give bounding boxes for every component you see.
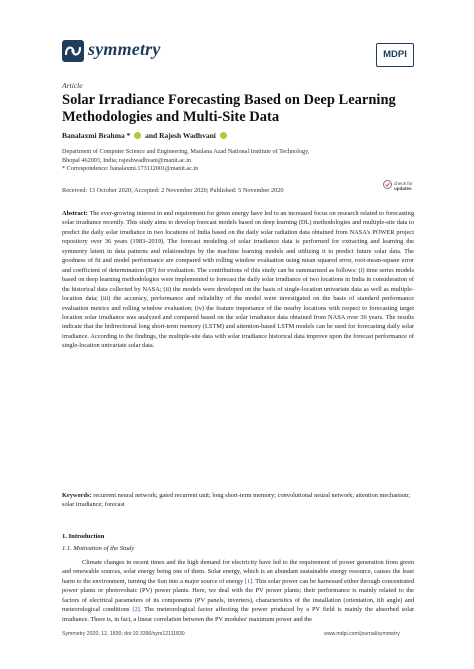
keywords-text: recurrent neural network; gated recurrent unit; long short-term memory; convolutional neural network; attention mechanism; solar irradiance; forecast bbox=[62, 492, 411, 509]
footer-journal-url[interactable]: www.mdpi.com/journal/symmetry bbox=[324, 631, 400, 637]
abstract-text: The ever-growing interest in and requirement for green energy have led to an increased focus on research related to forecasting solar irradiance recently. This study aims to develop forecast models based on deep learning (DL) methodologies and multiple-site data to predict the daily solar irradiance in two locations of India based on the daily solar radiation data obtained from NASA's POWER project repository over 36 years (1983–2019). The forecast modeling of solar irradiance data is performed for extracting and learning the symmetry latent in data patterns and relationships by the machine learning models and utilizing it to predict future solar data. The goodness of fit and model performance are compared with rolling window evaluation using mean squared error, root-mean-square error and coefficient of determination (R²) for evaluation. The contributions of this study can be summarized as follows: (i) time series models based on deep learning methodologies were implemented to forecast the daily solar irradiance of two locations in India in consideration of the historical data collected by NASA; (ii) the models were developed on the basis of single-location univariate data as well as multiple-location data; (iii) the accuracy, performance and reliability of the model were investigated on the basis of standard performance evaluation metrics and rolling window evaluation; (iv) the feature importance of the nearby locations with respect to forecasting target location solar irradiance was analyzed and compared based on the solar irradiance data obtained from NASA over 36 years. The results indicate that the bidirectional long short-term memory (LSTM) and attention-based LSTM models can be used for forecasting daily solar irradiance. According to the findings, the multiple-site data with solar irradiance historical data improve upon the forecast performance of single-location univariate solar data. bbox=[62, 210, 414, 350]
author-1[interactable]: Banalaxmi Brahma * bbox=[62, 131, 131, 140]
citation-link[interactable]: [1] bbox=[244, 577, 253, 585]
author-2[interactable]: Rajesh Wadhvani bbox=[159, 131, 216, 140]
symmetry-logo-icon bbox=[62, 40, 84, 62]
intro-text: . This solar power can be harnessed either through concentrated power plants or photovoltaic (PV) power plants. Here, we deal with the PV power plants; their performance is mainly related to the factors of electrical parameters of its components (PV panels, inverters), characteristics of the installation (orientation, tilt angle) and meteorological conditions bbox=[62, 577, 414, 614]
affiliation-line: Department of Computer Science and Engineering, Maulana Azad National Institute of Technology, bbox=[62, 148, 310, 155]
affiliation-line: Bhopal 462003, India; rajeshwadhvani@manit.ac.in bbox=[62, 156, 192, 164]
abstract-label: Abstract: bbox=[62, 210, 88, 217]
citation-link[interactable]: [2] bbox=[132, 606, 140, 614]
check-updates-text: check for updates bbox=[394, 181, 413, 191]
journal-name: symmetry bbox=[88, 39, 161, 59]
orcid-icon[interactable] bbox=[134, 132, 141, 139]
publisher-logo: MDPI bbox=[376, 43, 414, 67]
intro-paragraph bbox=[62, 558, 414, 624]
affiliations bbox=[62, 148, 412, 174]
author-conjunction: and bbox=[145, 131, 158, 140]
keywords-label: Keywords: bbox=[62, 492, 92, 499]
check-for-updates-badge[interactable] bbox=[383, 180, 415, 200]
publication-dates: Received: 13 October 2020; Accepted: 2 November 2020; Published: 5 November 2020 bbox=[62, 187, 284, 194]
intro-text: Climate changes in recent times and the high demand for electricity have led to the requirement of power generation from green and renewable sources, solar energy being one of them. Solar energy, which is an abundant sustainable energy resource, causes the least harm to the environment, turning the Sun into a major source of energy bbox=[62, 559, 414, 585]
correspondence-line: * Correspondence: banalaxmi.173112001@manit.ac.in bbox=[62, 165, 199, 173]
keywords bbox=[62, 491, 414, 510]
paper-title: Solar Irradiance Forecasting Based on Deep Learning Methodologies and Multi-Site Data bbox=[62, 92, 396, 125]
section-heading: 1. Introduction bbox=[62, 533, 105, 540]
orcid-icon[interactable] bbox=[220, 132, 227, 139]
subsection-heading: 1.1. Motivation of the Study bbox=[62, 545, 135, 552]
intro-text: . The meteorological factor affecting the power produced by a PV field is mainly the absorbed solar irradiance. There is, in fact, a linear correlation between the PV modules' maximum power and the bbox=[62, 606, 414, 623]
author-list bbox=[62, 131, 229, 140]
footer-citation: Symmetry 2020, 12, 1830; doi:10.3390/sym12111830 bbox=[62, 631, 185, 637]
abstract bbox=[62, 209, 414, 351]
article-type: Article bbox=[62, 81, 83, 90]
check-updates-icon bbox=[383, 180, 392, 189]
